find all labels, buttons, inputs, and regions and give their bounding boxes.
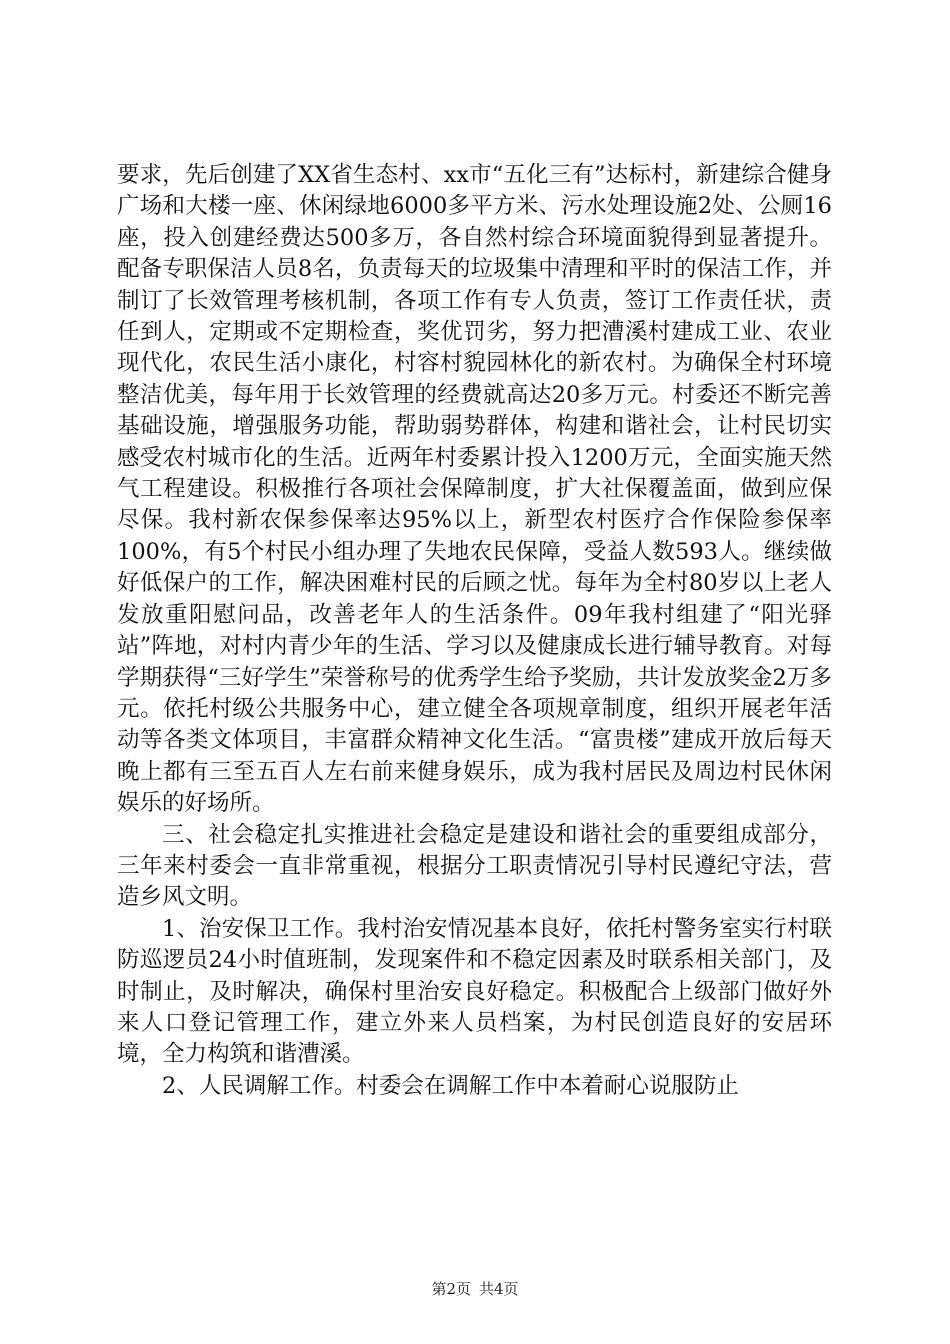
document-body <box>117 160 832 1102</box>
paragraph-1: 要求，先后创建了XX省生态村、xx市“五化三有”达标村，新建综合健身广场和大楼一座、休闲绿地6000多平方米、污水处理设施2处、公厕16座，投入创建经费达500多万，各自然村综合环境面貌得到显著提升。配备专职保洁人员8名，负责每天的垃圾集中清理和平时的保洁工作，并制订了长效管理考核机制，各项工作有专人负责，签订工作责任状，责任到人，定期或不定期检查，奖优罚劣，努力把漕溪村建成工业、农业现代化，农民生活小康化，村容村貌园林化的新农村。为确保全村环境整洁优美，每年用于长效管理的经费就高达20多万元。村委还不断完善基础设施，增强服务功能，帮助弱势群体，构建和谐社会，让村民切实感受农村城市化的生活。近两年村委累计投入1200万元，全面实施天然气工程建设。积极推行各项社会保障制度，扩大社保覆盖面，做到应保尽保。我村新农保参保率达95%以上，新型农村医疗合作保险参保率100%，有5个村民小组办理了失地农民保障，受益人数593人。继续做好低保户的工作，解决困难村民的后顾之忧。每年为全村80岁以上老人发放重阳慰问品，改善老年人的生活条件。09年我村组建了“阳光驿站”阵地，对村内青少年的生活、学习以及健康成长进行辅导教育。对每学期获得“三好学生”荣誉称号的优秀学生给予奖励，共计发放奖金2万多元。依托村级公共服务中心，建立健全各项规章制度，组织开展老年活动等各类文体项目，丰富群众精神文化生活。“富贵楼”建成开放后每天晚上都有三至五百人左右前来健身娱乐，成为我村居民及周边村民休闲娱乐的好场所。 <box>117 162 832 817</box>
page-number-total: 共4页 <box>479 1280 519 1298</box>
paragraph-3: 1、治安保卫工作。我村治安情况基本良好，依托村警务室实行村联防巡逻员24小时值班制，发现案件和不稳定因素及时联系相关部门，及时制止，及时解决，确保村里治安良好稳定。积极配合上级部门做好外来人口登记管理工作，建立外来人员档案，为村民创造良好的安居环境，全力构筑和谐漕溪。 <box>117 915 832 1068</box>
page-footer <box>0 1278 950 1299</box>
page-number-current: 第2页 <box>431 1280 471 1298</box>
paragraph-2: 三、社会稳定扎实推进社会稳定是建设和谐社会的重要组成部分，三年来村委会一直非常重视，根据分工职责情况引导村民遵纪守法，营造乡风文明。 <box>117 821 832 911</box>
paragraph-4: 2、人民调解工作。村委会在调解工作中本着耐心说服防止 <box>162 1072 739 1099</box>
